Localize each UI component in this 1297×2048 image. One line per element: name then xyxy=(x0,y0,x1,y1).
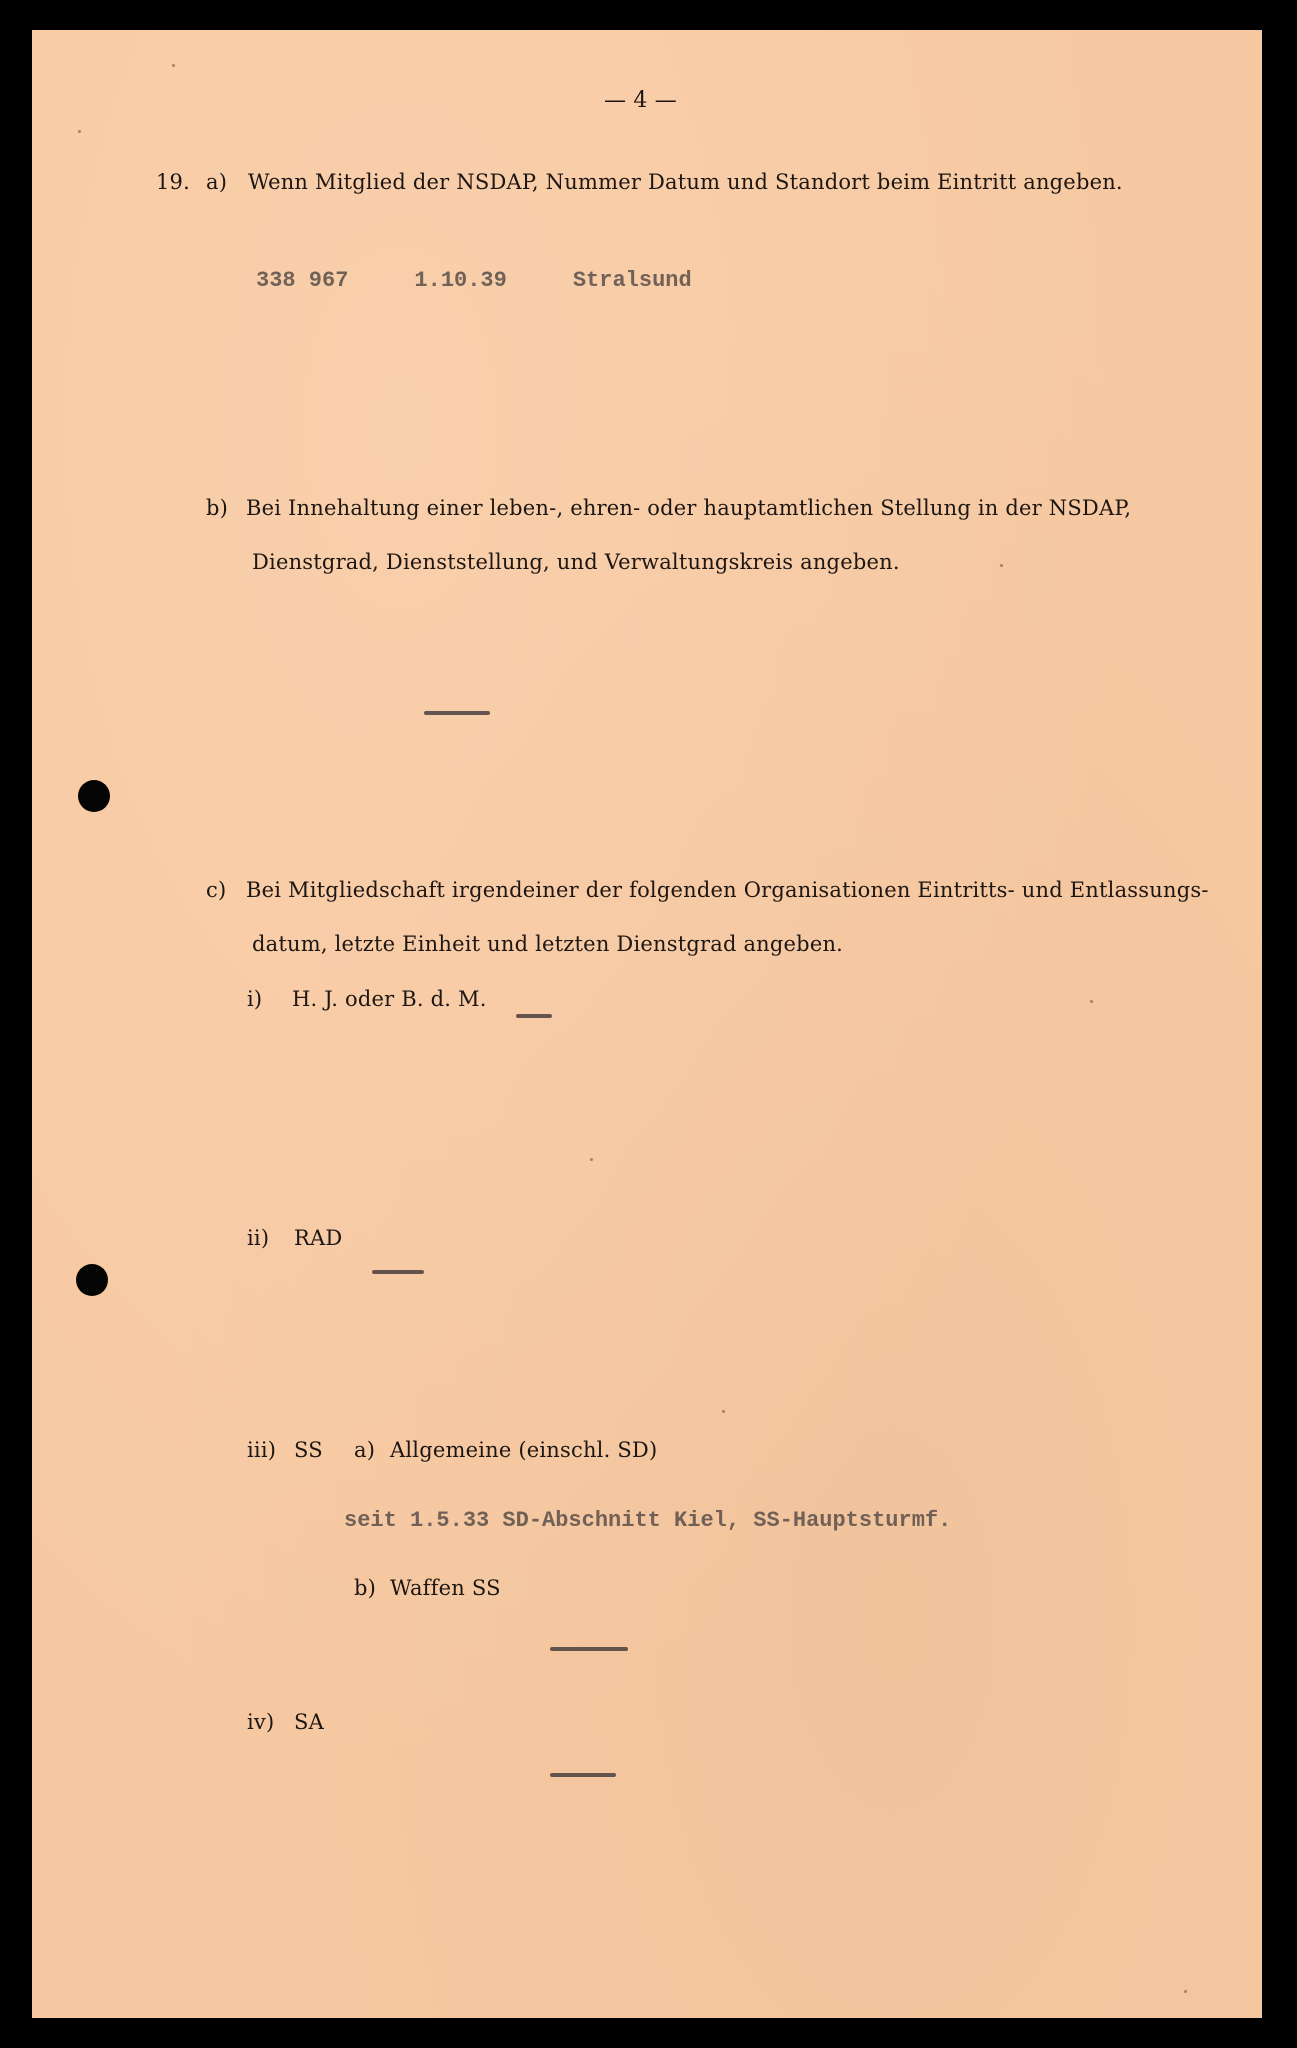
paper-speck xyxy=(172,64,175,67)
q19c-iv-answer-dash xyxy=(550,1773,616,1777)
punch-hole-lower xyxy=(76,1264,108,1296)
q19b-label: b) xyxy=(206,496,229,520)
q19c-iv-text: SA xyxy=(294,1710,324,1734)
q19b-line2: Dienstgrad, Dienststellung, und Verwaltungskreis angeben. xyxy=(252,550,900,574)
q19c-iii-b-answer-dash xyxy=(550,1647,628,1651)
q19c-iii-label: iii) xyxy=(247,1438,277,1462)
q19c-line1: Bei Mitgliedschaft irgendeiner der folgenden Organisationen Eintritts- und Entlassungs- xyxy=(246,878,1209,902)
paper-speck xyxy=(722,1410,725,1413)
q19c-label: c) xyxy=(206,878,227,902)
q19c-iii-b-label: b) xyxy=(354,1576,377,1600)
q19c-ii-text: RAD xyxy=(294,1226,343,1250)
q19c-iii-b-text: Waffen SS xyxy=(390,1576,501,1600)
document-page xyxy=(32,30,1262,2018)
paper-speck xyxy=(1090,1000,1093,1003)
paper-speck xyxy=(1184,1990,1187,1993)
q19c-iii-text: SS xyxy=(294,1438,323,1462)
q19c-iii-a-text: Allgemeine (einschl. SD) xyxy=(390,1438,658,1462)
q19c-iv-label: iv) xyxy=(247,1710,275,1734)
paper-speck xyxy=(1000,564,1003,567)
question-number: 19. xyxy=(156,170,190,194)
q19c-ii-answer-dash xyxy=(372,1270,424,1274)
q19c-i-answer-dash xyxy=(516,1014,552,1018)
paper-speck xyxy=(590,1158,593,1161)
q19b-answer-dash xyxy=(424,711,490,715)
q19c-i-text: H. J. oder B. d. M. xyxy=(292,987,487,1011)
q19b-line1: Bei Innehaltung einer leben-, ehren- oder hauptamtlichen Stellung in der NSDAP, xyxy=(246,496,1132,520)
q19a-label: a) xyxy=(206,170,228,194)
q19c-i-label: i) xyxy=(247,987,263,1011)
q19c-iii-a-answer: seit 1.5.33 SD-Abschnitt Kiel, SS-Hauptsturmf. xyxy=(344,1508,952,1533)
q19a-answer: 338 967 1.10.39 Stralsund xyxy=(256,268,692,293)
punch-hole-upper xyxy=(78,780,110,812)
q19c-iii-a-label: a) xyxy=(354,1438,376,1462)
page-number: — 4 — xyxy=(604,88,677,113)
q19c-ii-label: ii) xyxy=(247,1226,270,1250)
paper-speck xyxy=(78,130,81,133)
q19c-line2: datum, letzte Einheit und letzten Dienstgrad angeben. xyxy=(252,932,844,956)
q19a-text: Wenn Mitglied der NSDAP, Nummer Datum und Standort beim Eintritt angeben. xyxy=(248,170,1123,194)
